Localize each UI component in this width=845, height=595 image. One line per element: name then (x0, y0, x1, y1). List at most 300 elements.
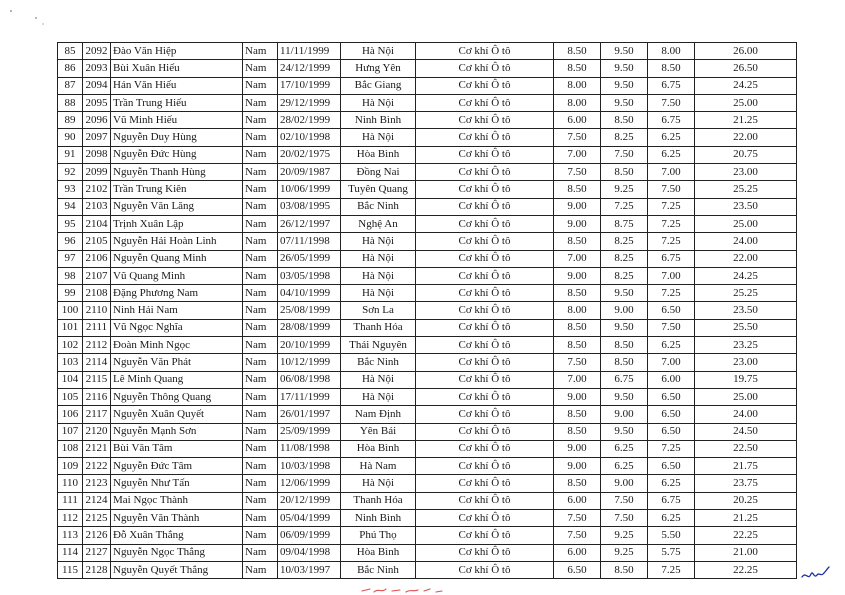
birthplace-cell: Bắc Ninh (341, 561, 416, 578)
birth-date-cell: 20/10/1999 (278, 337, 341, 354)
rank-number-cell: 106 (58, 406, 83, 423)
score-3-cell: 6.75 (648, 112, 695, 129)
handwritten-signature (800, 565, 830, 583)
total-score-cell: 21.00 (695, 544, 797, 561)
rank-number-cell: 109 (58, 458, 83, 475)
gender-cell: Nam (243, 371, 278, 388)
student-code-cell: 2112 (83, 337, 111, 354)
birth-date-cell: 10/06/1999 (278, 181, 341, 198)
gender-cell: Nam (243, 94, 278, 111)
rank-number-cell: 114 (58, 544, 83, 561)
full-name-cell: Nguyễn Văn Lăng (111, 198, 243, 215)
student-code-cell: 2124 (83, 492, 111, 509)
birthplace-cell: Ninh Bình (341, 510, 416, 527)
birthplace-cell: Phú Thọ (341, 527, 416, 544)
results-table (57, 42, 797, 579)
score-3-cell: 7.25 (648, 561, 695, 578)
score-3-cell: 6.50 (648, 458, 695, 475)
total-score-cell: 22.50 (695, 440, 797, 457)
full-name-cell: Nguyễn Thông Quang (111, 388, 243, 405)
score-2-cell: 7.50 (601, 146, 648, 163)
full-name-cell: Mai Ngọc Thành (111, 492, 243, 509)
birthplace-cell: Thanh Hóa (341, 492, 416, 509)
score-2-cell: 9.25 (601, 181, 648, 198)
gender-cell: Nam (243, 146, 278, 163)
score-2-cell: 7.50 (601, 510, 648, 527)
major-cell: Cơ khí Ô tô (416, 354, 554, 371)
student-code-cell: 2122 (83, 458, 111, 475)
student-code-cell: 2093 (83, 60, 111, 77)
gender-cell: Nam (243, 423, 278, 440)
student-code-cell: 2115 (83, 371, 111, 388)
rank-number-cell: 112 (58, 510, 83, 527)
score-2-cell: 8.50 (601, 112, 648, 129)
score-3-cell: 7.00 (648, 354, 695, 371)
rank-number-cell: 102 (58, 337, 83, 354)
score-1-cell: 7.50 (554, 129, 601, 146)
birthplace-cell: Hòa Bình (341, 440, 416, 457)
student-code-cell: 2123 (83, 475, 111, 492)
total-score-cell: 21.75 (695, 458, 797, 475)
birth-date-cell: 26/05/1999 (278, 250, 341, 267)
student-code-cell: 2095 (83, 94, 111, 111)
full-name-cell: Vũ Ngọc Nghĩa (111, 319, 243, 336)
gender-cell: Nam (243, 510, 278, 527)
total-score-cell: 25.50 (695, 319, 797, 336)
birth-date-cell: 10/12/1999 (278, 354, 341, 371)
total-score-cell: 21.25 (695, 112, 797, 129)
gender-cell: Nam (243, 77, 278, 94)
scan-specks (8, 8, 48, 28)
birthplace-cell: Hà Nội (341, 285, 416, 302)
major-cell: Cơ khí Ô tô (416, 198, 554, 215)
full-name-cell: Nguyễn Văn Thành (111, 510, 243, 527)
score-2-cell: 9.50 (601, 388, 648, 405)
rank-number-cell: 115 (58, 561, 83, 578)
score-2-cell: 6.75 (601, 371, 648, 388)
table-row (58, 388, 797, 405)
score-1-cell: 9.00 (554, 215, 601, 232)
table-row (58, 458, 797, 475)
total-score-cell: 22.25 (695, 561, 797, 578)
birthplace-cell: Sơn La (341, 302, 416, 319)
gender-cell: Nam (243, 302, 278, 319)
table-row (58, 198, 797, 215)
score-2-cell: 9.00 (601, 302, 648, 319)
score-1-cell: 7.00 (554, 250, 601, 267)
birth-date-cell: 10/03/1997 (278, 561, 341, 578)
table-row (58, 319, 797, 336)
gender-cell: Nam (243, 458, 278, 475)
total-score-cell: 23.50 (695, 302, 797, 319)
score-3-cell: 7.00 (648, 267, 695, 284)
rank-number-cell: 101 (58, 319, 83, 336)
score-2-cell: 7.25 (601, 198, 648, 215)
major-cell: Cơ khí Ô tô (416, 43, 554, 60)
score-1-cell: 7.00 (554, 146, 601, 163)
table-row (58, 371, 797, 388)
student-code-cell: 2128 (83, 561, 111, 578)
birthplace-cell: Hà Nội (341, 250, 416, 267)
score-2-cell: 9.50 (601, 285, 648, 302)
score-1-cell: 7.50 (554, 164, 601, 181)
score-3-cell: 6.50 (648, 302, 695, 319)
birthplace-cell: Hòa Bình (341, 544, 416, 561)
score-3-cell: 7.50 (648, 319, 695, 336)
table-row (58, 215, 797, 232)
score-2-cell: 8.50 (601, 164, 648, 181)
major-cell: Cơ khí Ô tô (416, 215, 554, 232)
rank-number-cell: 90 (58, 129, 83, 146)
major-cell: Cơ khí Ô tô (416, 406, 554, 423)
total-score-cell: 26.50 (695, 60, 797, 77)
birth-date-cell: 03/08/1995 (278, 198, 341, 215)
total-score-cell: 20.75 (695, 146, 797, 163)
score-1-cell: 7.00 (554, 371, 601, 388)
total-score-cell: 23.75 (695, 475, 797, 492)
gender-cell: Nam (243, 215, 278, 232)
table-row (58, 43, 797, 60)
full-name-cell: Đỗ Xuân Thắng (111, 527, 243, 544)
gender-cell: Nam (243, 319, 278, 336)
gender-cell: Nam (243, 267, 278, 284)
score-1-cell: 8.50 (554, 181, 601, 198)
score-2-cell: 9.50 (601, 60, 648, 77)
birthplace-cell: Thái Nguyên (341, 337, 416, 354)
table-row (58, 527, 797, 544)
birth-date-cell: 11/11/1999 (278, 43, 341, 60)
score-3-cell: 7.50 (648, 181, 695, 198)
student-code-cell: 2097 (83, 129, 111, 146)
total-score-cell: 24.25 (695, 77, 797, 94)
rank-number-cell: 86 (58, 60, 83, 77)
birthplace-cell: Hòa Bình (341, 146, 416, 163)
score-2-cell: 6.25 (601, 440, 648, 457)
score-3-cell: 6.50 (648, 388, 695, 405)
major-cell: Cơ khí Ô tô (416, 233, 554, 250)
score-2-cell: 8.50 (601, 354, 648, 371)
score-1-cell: 6.50 (554, 561, 601, 578)
student-code-cell: 2098 (83, 146, 111, 163)
table-row (58, 267, 797, 284)
rank-number-cell: 97 (58, 250, 83, 267)
major-cell: Cơ khí Ô tô (416, 60, 554, 77)
gender-cell: Nam (243, 285, 278, 302)
birth-date-cell: 06/08/1998 (278, 371, 341, 388)
total-score-cell: 23.25 (695, 337, 797, 354)
birth-date-cell: 11/08/1998 (278, 440, 341, 457)
table-row (58, 77, 797, 94)
rank-number-cell: 110 (58, 475, 83, 492)
rank-number-cell: 100 (58, 302, 83, 319)
student-code-cell: 2127 (83, 544, 111, 561)
score-2-cell: 9.50 (601, 319, 648, 336)
birth-date-cell: 24/12/1999 (278, 60, 341, 77)
birthplace-cell: Thanh Hóa (341, 319, 416, 336)
score-3-cell: 7.00 (648, 164, 695, 181)
full-name-cell: Đào Văn Hiệp (111, 43, 243, 60)
gender-cell: Nam (243, 164, 278, 181)
birthplace-cell: Hà Nội (341, 233, 416, 250)
score-3-cell: 6.75 (648, 77, 695, 94)
table-row (58, 302, 797, 319)
score-2-cell: 9.50 (601, 423, 648, 440)
red-stamp-fragment (360, 584, 470, 594)
major-cell: Cơ khí Ô tô (416, 302, 554, 319)
score-1-cell: 9.00 (554, 267, 601, 284)
score-1-cell: 9.00 (554, 388, 601, 405)
total-score-cell: 24.00 (695, 233, 797, 250)
table-row (58, 250, 797, 267)
full-name-cell: Nguyễn Hải Hoàn Linh (111, 233, 243, 250)
gender-cell: Nam (243, 181, 278, 198)
table-row (58, 181, 797, 198)
score-3-cell: 8.50 (648, 60, 695, 77)
score-1-cell: 8.50 (554, 43, 601, 60)
full-name-cell: Hán Văn Hiếu (111, 77, 243, 94)
rank-number-cell: 113 (58, 527, 83, 544)
student-code-cell: 2125 (83, 510, 111, 527)
score-2-cell: 8.50 (601, 337, 648, 354)
birthplace-cell: Nghệ An (341, 215, 416, 232)
table-row (58, 440, 797, 457)
table-row (58, 354, 797, 371)
full-name-cell: Nguyễn Thanh Hùng (111, 164, 243, 181)
birthplace-cell: Bắc Ninh (341, 198, 416, 215)
student-code-cell: 2107 (83, 267, 111, 284)
gender-cell: Nam (243, 112, 278, 129)
full-name-cell: Nguyễn Duy Hùng (111, 129, 243, 146)
rank-number-cell: 107 (58, 423, 83, 440)
score-2-cell: 8.25 (601, 267, 648, 284)
major-cell: Cơ khí Ô tô (416, 337, 554, 354)
birth-date-cell: 25/09/1999 (278, 423, 341, 440)
total-score-cell: 25.00 (695, 215, 797, 232)
gender-cell: Nam (243, 337, 278, 354)
score-3-cell: 6.25 (648, 129, 695, 146)
birthplace-cell: Bắc Giang (341, 77, 416, 94)
rank-number-cell: 91 (58, 146, 83, 163)
score-2-cell: 9.50 (601, 77, 648, 94)
score-1-cell: 7.50 (554, 510, 601, 527)
total-score-cell: 22.00 (695, 250, 797, 267)
full-name-cell: Nguyễn Quyết Thắng (111, 561, 243, 578)
gender-cell: Nam (243, 43, 278, 60)
full-name-cell: Vũ Minh Hiếu (111, 112, 243, 129)
rank-number-cell: 99 (58, 285, 83, 302)
rank-number-cell: 95 (58, 215, 83, 232)
total-score-cell: 24.00 (695, 406, 797, 423)
birthplace-cell: Yên Bái (341, 423, 416, 440)
major-cell: Cơ khí Ô tô (416, 94, 554, 111)
score-2-cell: 6.25 (601, 458, 648, 475)
major-cell: Cơ khí Ô tô (416, 181, 554, 198)
student-code-cell: 2105 (83, 233, 111, 250)
full-name-cell: Nguyễn Đức Tâm (111, 458, 243, 475)
major-cell: Cơ khí Ô tô (416, 475, 554, 492)
score-3-cell: 6.50 (648, 406, 695, 423)
score-1-cell: 8.50 (554, 337, 601, 354)
table-row (58, 406, 797, 423)
score-3-cell: 8.00 (648, 43, 695, 60)
major-cell: Cơ khí Ô tô (416, 440, 554, 457)
score-3-cell: 7.25 (648, 215, 695, 232)
rank-number-cell: 89 (58, 112, 83, 129)
score-3-cell: 6.50 (648, 423, 695, 440)
rank-number-cell: 88 (58, 94, 83, 111)
full-name-cell: Đoàn Minh Ngọc (111, 337, 243, 354)
rank-number-cell: 111 (58, 492, 83, 509)
full-name-cell: Bùi Xuân Hiếu (111, 60, 243, 77)
score-1-cell: 7.50 (554, 527, 601, 544)
full-name-cell: Bùi Văn Tâm (111, 440, 243, 457)
table-row (58, 94, 797, 111)
birth-date-cell: 26/12/1997 (278, 215, 341, 232)
student-code-cell: 2117 (83, 406, 111, 423)
score-3-cell: 7.25 (648, 285, 695, 302)
gender-cell: Nam (243, 475, 278, 492)
birth-date-cell: 17/10/1999 (278, 77, 341, 94)
total-score-cell: 23.00 (695, 354, 797, 371)
birth-date-cell: 06/09/1999 (278, 527, 341, 544)
gender-cell: Nam (243, 544, 278, 561)
score-1-cell: 8.50 (554, 423, 601, 440)
gender-cell: Nam (243, 198, 278, 215)
score-1-cell: 8.00 (554, 94, 601, 111)
birth-date-cell: 12/06/1999 (278, 475, 341, 492)
major-cell: Cơ khí Ô tô (416, 285, 554, 302)
score-1-cell: 6.00 (554, 112, 601, 129)
student-code-cell: 2104 (83, 215, 111, 232)
full-name-cell: Trần Trung Kiên (111, 181, 243, 198)
total-score-cell: 22.25 (695, 527, 797, 544)
score-1-cell: 8.00 (554, 77, 601, 94)
score-1-cell: 7.50 (554, 354, 601, 371)
major-cell: Cơ khí Ô tô (416, 492, 554, 509)
score-3-cell: 7.25 (648, 233, 695, 250)
score-3-cell: 6.75 (648, 492, 695, 509)
gender-cell: Nam (243, 527, 278, 544)
score-2-cell: 9.25 (601, 544, 648, 561)
score-3-cell: 7.25 (648, 440, 695, 457)
total-score-cell: 23.00 (695, 164, 797, 181)
full-name-cell: Nguyễn Như Tấn (111, 475, 243, 492)
total-score-cell: 21.25 (695, 510, 797, 527)
score-2-cell: 8.50 (601, 561, 648, 578)
birthplace-cell: Hà Nam (341, 458, 416, 475)
score-1-cell: 8.50 (554, 475, 601, 492)
score-3-cell: 6.25 (648, 146, 695, 163)
student-code-cell: 2099 (83, 164, 111, 181)
major-cell: Cơ khí Ô tô (416, 129, 554, 146)
major-cell: Cơ khí Ô tô (416, 112, 554, 129)
student-code-cell: 2096 (83, 112, 111, 129)
score-1-cell: 8.50 (554, 285, 601, 302)
birth-date-cell: 02/10/1998 (278, 129, 341, 146)
score-2-cell: 9.00 (601, 406, 648, 423)
birth-date-cell: 17/11/1999 (278, 388, 341, 405)
birthplace-cell: Nam Định (341, 406, 416, 423)
gender-cell: Nam (243, 561, 278, 578)
full-name-cell: Trịnh Xuân Lập (111, 215, 243, 232)
student-code-cell: 2121 (83, 440, 111, 457)
total-score-cell: 26.00 (695, 43, 797, 60)
gender-cell: Nam (243, 233, 278, 250)
total-score-cell: 25.00 (695, 94, 797, 111)
rank-number-cell: 104 (58, 371, 83, 388)
score-3-cell: 5.50 (648, 527, 695, 544)
major-cell: Cơ khí Ô tô (416, 544, 554, 561)
student-code-cell: 2094 (83, 77, 111, 94)
total-score-cell: 25.00 (695, 388, 797, 405)
table-row (58, 510, 797, 527)
score-3-cell: 6.25 (648, 510, 695, 527)
score-2-cell: 9.00 (601, 475, 648, 492)
birth-date-cell: 26/01/1997 (278, 406, 341, 423)
table-row (58, 233, 797, 250)
total-score-cell: 25.25 (695, 181, 797, 198)
score-2-cell: 9.50 (601, 43, 648, 60)
birth-date-cell: 29/12/1999 (278, 94, 341, 111)
total-score-cell: 24.50 (695, 423, 797, 440)
gender-cell: Nam (243, 60, 278, 77)
table-row (58, 337, 797, 354)
score-3-cell: 7.25 (648, 198, 695, 215)
score-1-cell: 6.00 (554, 544, 601, 561)
rank-number-cell: 92 (58, 164, 83, 181)
score-1-cell: 9.00 (554, 458, 601, 475)
birthplace-cell: Hà Nội (341, 388, 416, 405)
score-1-cell: 9.00 (554, 198, 601, 215)
rank-number-cell: 85 (58, 43, 83, 60)
full-name-cell: Nguyễn Quang Minh (111, 250, 243, 267)
score-2-cell: 9.50 (601, 94, 648, 111)
rank-number-cell: 103 (58, 354, 83, 371)
score-2-cell: 7.50 (601, 492, 648, 509)
birthplace-cell: Tuyên Quang (341, 181, 416, 198)
full-name-cell: Ninh Hải Nam (111, 302, 243, 319)
table-row (58, 544, 797, 561)
birth-date-cell: 20/02/1975 (278, 146, 341, 163)
birth-date-cell: 04/10/1999 (278, 285, 341, 302)
score-1-cell: 8.50 (554, 406, 601, 423)
score-1-cell: 6.00 (554, 492, 601, 509)
student-code-cell: 2092 (83, 43, 111, 60)
score-1-cell: 8.50 (554, 60, 601, 77)
major-cell: Cơ khí Ô tô (416, 267, 554, 284)
table-row (58, 423, 797, 440)
student-code-cell: 2126 (83, 527, 111, 544)
table-row (58, 146, 797, 163)
birthplace-cell: Hà Nội (341, 475, 416, 492)
gender-cell: Nam (243, 250, 278, 267)
student-code-cell: 2110 (83, 302, 111, 319)
total-score-cell: 22.00 (695, 129, 797, 146)
table-row (58, 475, 797, 492)
full-name-cell: Nguyễn Ngọc Thắng (111, 544, 243, 561)
rank-number-cell: 98 (58, 267, 83, 284)
major-cell: Cơ khí Ô tô (416, 77, 554, 94)
gender-cell: Nam (243, 492, 278, 509)
birthplace-cell: Hà Nội (341, 129, 416, 146)
table-row (58, 60, 797, 77)
score-3-cell: 6.25 (648, 475, 695, 492)
major-cell: Cơ khí Ô tô (416, 146, 554, 163)
score-2-cell: 8.75 (601, 215, 648, 232)
birthplace-cell: Hà Nội (341, 94, 416, 111)
birth-date-cell: 10/03/1998 (278, 458, 341, 475)
score-3-cell: 7.50 (648, 94, 695, 111)
